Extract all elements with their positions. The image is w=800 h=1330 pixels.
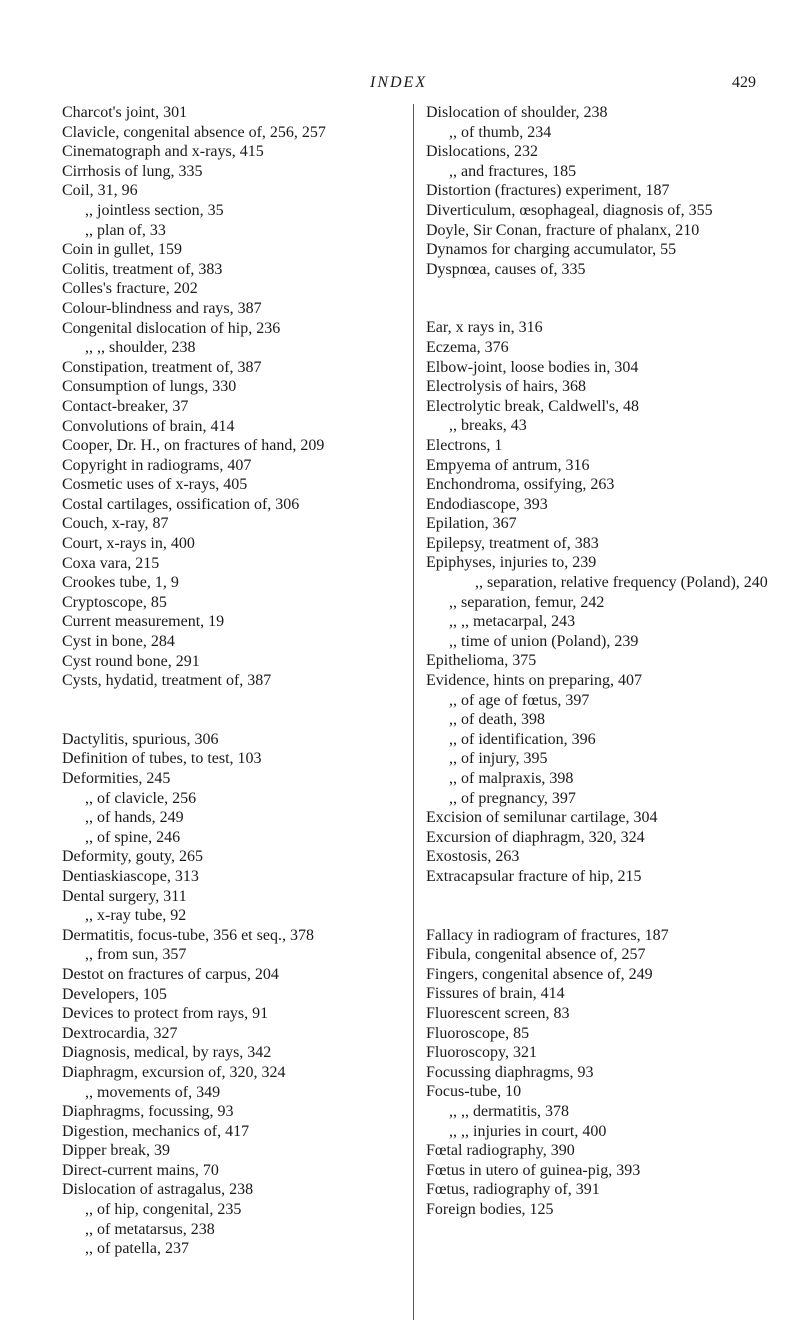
index-subentry: ,, of thumb, 234 — [449, 123, 552, 141]
index-entry: Dynamos for charging accumulator, 55 — [426, 241, 677, 259]
index-entry: Convolutions of brain, 414 — [62, 417, 235, 435]
index-entry: Diverticulum, œsophageal, diagnosis of, 355 — [426, 201, 713, 219]
section-gap — [62, 691, 407, 730]
index-subentry: ,, of identification, 396 — [449, 730, 596, 748]
index-entry: Fluoroscopy, 321 — [426, 1044, 537, 1062]
index-entry: Colles's fracture, 202 — [62, 280, 198, 298]
index-entry: Ear, x rays in, 316 — [426, 319, 543, 337]
index-entry: Fœtus in utero of guinea-pig, 393 — [426, 1161, 641, 1179]
index-entry: Clavicle, congenital absence of, 256, 257 — [62, 123, 326, 141]
index-subentry: ,, and fractures, 185 — [449, 162, 577, 180]
index-entry: Cyst in bone, 284 — [62, 633, 175, 651]
index-entry: Destot on fractures of carpus, 204 — [62, 965, 279, 983]
index-entry: Excursion of diaphragm, 320, 324 — [426, 828, 645, 846]
running-title: INDEX — [370, 74, 428, 91]
index-entry: Fœtal radiography, 390 — [426, 1142, 575, 1160]
index-entry: Epilation, 367 — [426, 515, 517, 533]
index-entry: Deformity, gouty, 265 — [62, 848, 204, 866]
index-entry: Cinematograph and x-rays, 415 — [62, 143, 264, 161]
index-entry: Doyle, Sir Conan, fracture of phalanx, 210 — [426, 221, 700, 239]
index-entry: Fibula, congenital absence of, 257 — [426, 946, 646, 964]
index-entry: Developers, 105 — [62, 985, 167, 1003]
index-subentry: ,, from sun, 357 — [85, 946, 187, 964]
index-subentry: ,, of malpraxis, 398 — [449, 770, 574, 787]
section-gap — [426, 279, 771, 318]
index-entry: Dactylitis, spurious, 306 — [62, 730, 219, 748]
index-entry: Consumption of lungs, 330 — [62, 378, 237, 396]
index-entry: Endodiascope, 393 — [426, 495, 548, 513]
index-entry: Copyright in radiograms, 407 — [62, 456, 252, 474]
index-entry: Direct-current mains, 70 — [62, 1161, 219, 1179]
index-entry: Coxa vara, 215 — [62, 554, 160, 572]
index-entry: Extracapsular fracture of hip, 215 — [426, 867, 642, 885]
index-entry: Dentiaskiascope, 313 — [62, 867, 199, 885]
index-entry: Digestion, mechanics of, 417 — [62, 1122, 250, 1140]
index-entry: Eczema, 376 — [426, 338, 509, 356]
index-entry: Cysts, hydatid, treatment of, 387 — [62, 672, 272, 690]
index-entry: Fissures of brain, 414 — [426, 985, 565, 1003]
index-entry: Dextrocardia, 327 — [62, 1024, 178, 1042]
page-number: 429 — [732, 74, 756, 91]
index-subentry: ,, breaks, 43 — [449, 417, 527, 435]
index-entry: Epilepsy, treatment of, 383 — [426, 534, 599, 552]
index-entry: Dyspnœa, causes of, 335 — [426, 260, 586, 278]
index-entry: Diaphragm, excursion of, 320, 324 — [62, 1063, 286, 1081]
index-entry: Dermatitis, focus-tube, 356 et seq., 378 — [62, 926, 314, 944]
index-subentry: ,, movements of, 349 — [85, 1083, 221, 1101]
index-entry: Deformities, 245 — [62, 770, 171, 787]
index-entry: Cosmetic uses of x-rays, 405 — [62, 476, 248, 494]
index-entry: Colour-blindness and rays, 387 — [62, 299, 262, 317]
index-entry: Enchondroma, ossifying, 263 — [426, 476, 615, 494]
index-entry: Charcot's joint, 301 — [62, 104, 188, 121]
index-entry: Epithelioma, 375 — [426, 652, 537, 670]
index-subentry: ,, of pregnancy, 397 — [449, 789, 576, 807]
index-entry: Electrons, 1 — [426, 436, 503, 454]
index-entry: Congenital dislocation of hip, 236 — [62, 319, 281, 337]
index-subentry: ,, of injury, 395 — [449, 750, 548, 768]
index-entry: Diagnosis, medical, by rays, 342 — [62, 1044, 272, 1062]
index-subentry: ,, ,, metacarpal, 243 — [449, 613, 576, 631]
index-subentry: ,, of patella, 237 — [85, 1240, 189, 1258]
index-subentry: ,, ,, injuries in court, 400 — [449, 1122, 607, 1140]
index-subentry: ,, time of union (Poland), 239 — [449, 632, 639, 650]
index-entry: Cirrhosis of lung, 335 — [62, 162, 203, 180]
index-entry: Coin in gullet, 159 — [62, 241, 182, 259]
index-subentry: ,, x-ray tube, 92 — [85, 907, 187, 925]
index-entry: Cyst round bone, 291 — [62, 652, 200, 670]
index-subentry: ,, of age of fœtus, 397 — [449, 691, 590, 709]
index-entry: Couch, x-ray, 87 — [62, 515, 169, 533]
index-entry: Dental surgery, 311 — [62, 887, 187, 905]
index-entry: Colitis, treatment of, 383 — [62, 260, 223, 278]
index-entry: Cooper, Dr. H., on fractures of hand, 209 — [62, 437, 325, 455]
index-entry: Contact-breaker, 37 — [62, 397, 189, 415]
index-subentry: ,, jointless section, 35 — [85, 201, 224, 219]
index-entry: Empyema of antrum, 316 — [426, 456, 590, 474]
index-entry: Constipation, treatment of, 387 — [62, 358, 262, 376]
index-entry: Definition of tubes, to test, 103 — [62, 750, 262, 768]
index-entry: Dislocation of shoulder, 238 — [426, 104, 608, 121]
section-gap — [426, 887, 771, 926]
index-entry: Evidence, hints on preparing, 407 — [426, 672, 642, 690]
index-subentry: ,, of hands, 249 — [85, 809, 184, 827]
index-entry: Fluorescent screen, 83 — [426, 1004, 570, 1022]
page-header — [0, 74, 800, 96]
index-entry: Distortion (fractures) experiment, 187 — [426, 182, 670, 200]
column-divider — [413, 104, 414, 1320]
index-entry: Fœtus, radiography of, 391 — [426, 1181, 600, 1199]
index-entry: Electrolytic break, Caldwell's, 48 — [426, 397, 640, 415]
index-subentry: ,, ,, shoulder, 238 — [85, 339, 196, 357]
index-column-right — [426, 103, 771, 1219]
index-entry: Excision of semilunar cartilage, 304 — [426, 809, 658, 827]
index-subentry: ,, ,, dermatitis, 378 — [449, 1102, 569, 1120]
index-entry: Diaphragms, focussing, 93 — [62, 1103, 234, 1121]
index-entry: Court, x-rays in, 400 — [62, 535, 195, 553]
index-subentry: ,, of spine, 246 — [85, 828, 181, 846]
index-entry: Costal cartilages, ossification of, 306 — [62, 495, 300, 513]
index-entry: Cryptoscope, 85 — [62, 593, 167, 611]
index-entry: Dipper break, 39 — [62, 1142, 170, 1160]
index-subentry: ,, separation, relative frequency (Poland), 240 — [475, 574, 768, 592]
index-entry: Crookes tube, 1, 9 — [62, 574, 179, 592]
index-subentry: ,, plan of, 33 — [85, 221, 166, 239]
index-subentry: ,, of metatarsus, 238 — [85, 1220, 215, 1238]
index-entry: Fallacy in radiogram of fractures, 187 — [426, 926, 669, 944]
index-entry: Focus-tube, 10 — [426, 1083, 522, 1101]
index-subentry: ,, of hip, congenital, 235 — [85, 1201, 242, 1219]
index-entry: Devices to protect from rays, 91 — [62, 1005, 269, 1023]
index-entry: Fluoroscope, 85 — [426, 1024, 530, 1042]
index-column-left — [62, 103, 407, 1259]
index-entry: Fingers, congenital absence of, 249 — [426, 965, 653, 983]
index-subentry: ,, of death, 398 — [449, 711, 545, 729]
index-entry: Coil, 31, 96 — [62, 182, 138, 200]
index-entry: Exostosis, 263 — [426, 848, 520, 866]
index-entry: Epiphyses, injuries to, 239 — [426, 554, 597, 572]
index-subentry: ,, of clavicle, 256 — [85, 789, 197, 807]
index-entry: Electrolysis of hairs, 368 — [426, 378, 586, 396]
index-entry: Focussing diaphragms, 93 — [426, 1063, 594, 1081]
index-entry: Foreign bodies, 125 — [426, 1200, 554, 1218]
index-subentry: ,, separation, femur, 242 — [449, 593, 605, 611]
index-entry: Dislocations, 232 — [426, 143, 538, 161]
index-entry: Dislocation of astragalus, 238 — [62, 1181, 254, 1199]
index-entry: Elbow-joint, loose bodies in, 304 — [426, 358, 639, 376]
index-entry: Current measurement, 19 — [62, 613, 225, 631]
